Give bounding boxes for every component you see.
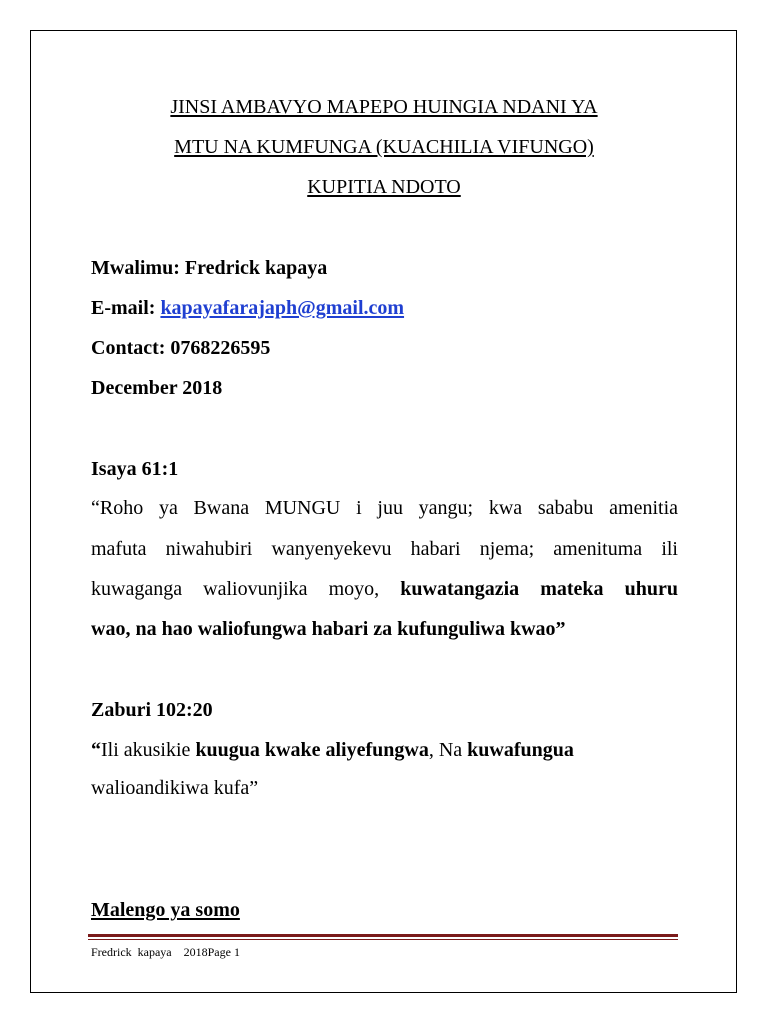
section-heading: Malengo ya somo (91, 899, 240, 921)
email-link[interactable]: kapayafarajaph@gmail.com (160, 297, 405, 319)
verse2-line-1-part-2: Ili akusikie (101, 739, 196, 761)
verse1-line-3-bold: kuwatangazia mateka uhuru (400, 578, 678, 600)
verse2-line-1-bold-b: kuwafungua (467, 739, 574, 761)
page-footer: Fredrick kapaya 2018Page 1 (91, 945, 240, 959)
title-line-2: MTU NA KUMFUNGA (KUACHILIA VIFUNGO) (174, 136, 594, 158)
title-line-3: KUPITIA NDOTO (307, 176, 461, 198)
footer-rule-thin (88, 939, 678, 940)
email-line (91, 297, 404, 320)
verse1-line-3-plain: kuwaganga waliovunjika moyo, (91, 578, 401, 600)
teacher-line: Mwalimu: Fredrick kapaya (91, 257, 328, 279)
verse2-line-1-part-4: , Na (428, 739, 468, 761)
verse1-line-2: mafuta niwahubiri wanyenyekevu habari njema; amenituma ili (91, 538, 678, 560)
contact-line: Contact: 0768226595 (91, 337, 271, 359)
verse1-line-3 (91, 578, 678, 601)
verse2-open-quote: “ (91, 739, 101, 761)
verse1-line-1: “Roho ya Bwana MUNGU i juu yangu; kwa sababu amenitia (91, 497, 678, 519)
title-line-1: JINSI AMBAVYO MAPEPO HUINGIA NDANI YA (170, 96, 598, 118)
verse2-line-2: walioandikiwa kufa” (91, 777, 259, 799)
verse1-line-4: wao, na hao waliofungwa habari za kufunguliwa kwao” (91, 618, 566, 640)
footer-rule-thick (88, 934, 678, 937)
email-label: E-mail: (91, 297, 161, 319)
verse2-line-1-bold-a: kuugua kwake aliyefungwa (195, 739, 429, 761)
verse2-line-1 (91, 739, 678, 762)
verse2-reference: Zaburi 102:20 (91, 699, 213, 721)
verse1-reference: Isaya 61:1 (91, 458, 179, 480)
date-line: December 2018 (91, 377, 223, 399)
